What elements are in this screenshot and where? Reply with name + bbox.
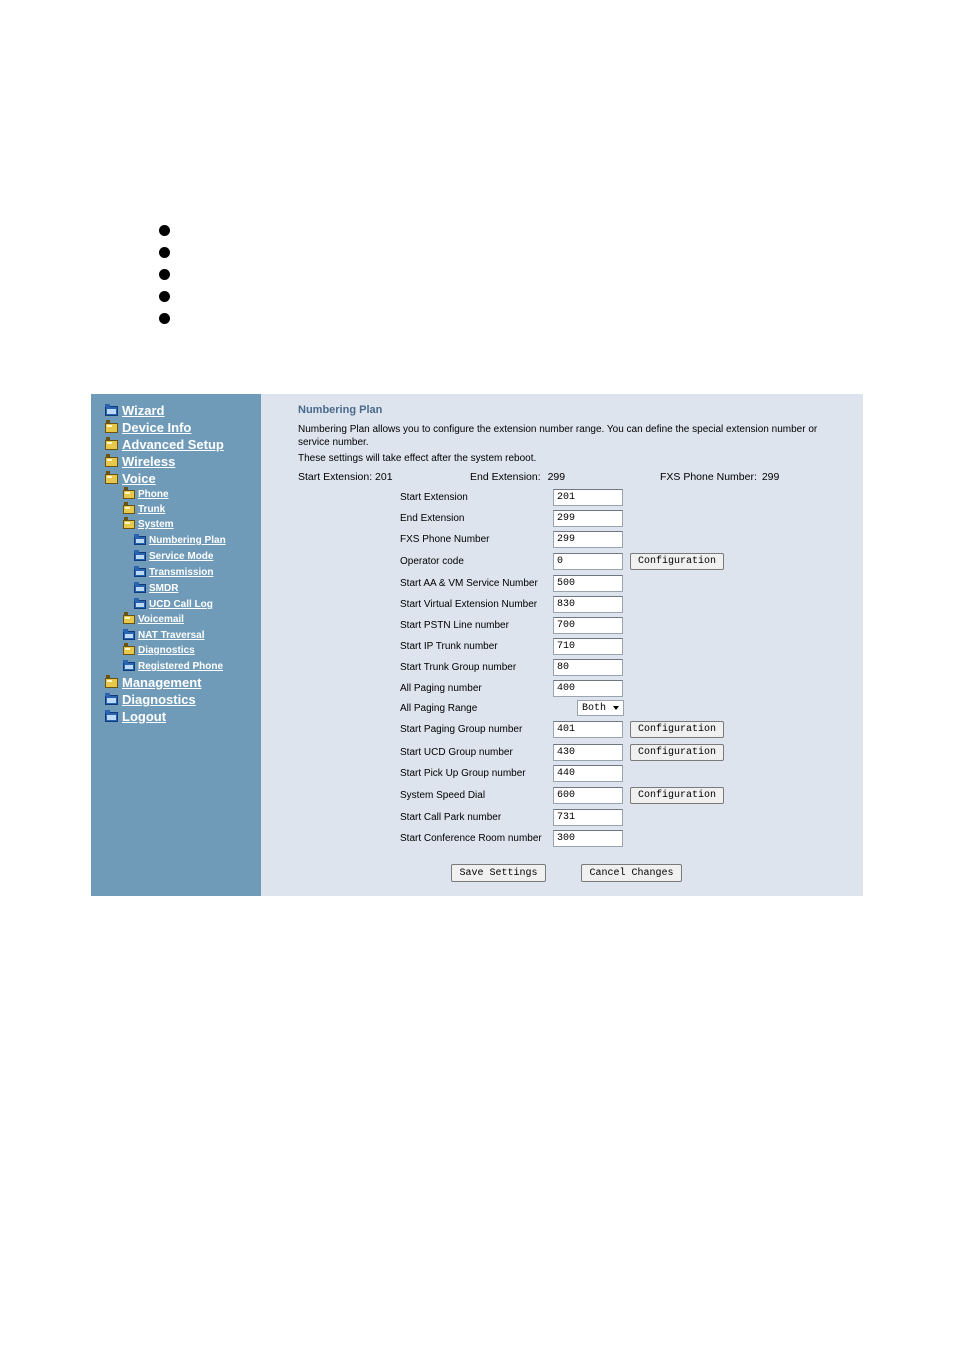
- nav-item-system[interactable]: [123, 519, 174, 530]
- bullet-item: [158, 268, 170, 290]
- nav-item-phone[interactable]: [123, 489, 169, 500]
- sidebar: [91, 394, 261, 896]
- folder-open-icon: [123, 490, 135, 499]
- nav-link[interactable]: Wizard: [122, 403, 165, 418]
- end-extension-label: End Extension: [400, 513, 465, 524]
- nav-item-voice-diagnostics[interactable]: [123, 645, 195, 656]
- folder-open-icon: [123, 520, 135, 529]
- speed-dial-configuration-button[interactable]: Configuration: [630, 787, 724, 804]
- paging-group-configuration-button[interactable]: Configuration: [630, 721, 724, 738]
- folder-icon: [134, 584, 146, 593]
- start-trunk-group-input[interactable]: [553, 659, 623, 676]
- all-paging-number-label: All Paging number: [400, 683, 482, 694]
- start-virtual-extension-label: Start Virtual Extension Number: [400, 599, 538, 610]
- folder-icon: [123, 631, 135, 640]
- nav-item-ucd-call-log[interactable]: [134, 599, 213, 610]
- start-aa-vm-label: Start AA & VM Service Number: [400, 578, 538, 589]
- nav-item-registered-phone[interactable]: [123, 661, 223, 672]
- save-settings-button[interactable]: Save Settings: [451, 864, 546, 882]
- folder-icon: [105, 695, 118, 705]
- summary-start-extension: [298, 471, 393, 483]
- start-conference-room-label: Start Conference Room number: [400, 833, 542, 844]
- start-ucd-group-label: Start UCD Group number: [400, 747, 513, 758]
- nav-item-device-info[interactable]: [105, 420, 191, 435]
- nav-item-advanced-setup[interactable]: [105, 437, 224, 452]
- start-pickup-group-input[interactable]: [553, 765, 623, 782]
- folder-icon: [105, 406, 118, 416]
- folder-icon: [134, 536, 146, 545]
- nav-item-voice[interactable]: [105, 471, 156, 486]
- nav-item-trunk[interactable]: [123, 504, 165, 515]
- folder-open-icon: [105, 457, 118, 467]
- nav-link[interactable]: Logout: [122, 709, 167, 724]
- summary-value: 299: [761, 471, 780, 483]
- start-aa-vm-input[interactable]: [553, 575, 623, 592]
- nav-item-numbering-plan[interactable]: [134, 535, 226, 546]
- ucd-group-configuration-button[interactable]: Configuration: [630, 744, 724, 761]
- nav-link[interactable]: Registered Phone: [138, 661, 224, 672]
- nav-link[interactable]: Service Mode: [149, 551, 214, 562]
- folder-icon: [123, 662, 135, 671]
- bullet-list: [158, 224, 170, 334]
- select-value: Both: [582, 702, 607, 714]
- bullet-item: [158, 290, 170, 312]
- start-ip-trunk-label: Start IP Trunk number: [400, 641, 498, 652]
- nav-link[interactable]: UCD Call Log: [149, 599, 213, 610]
- nav-item-management[interactable]: [105, 675, 201, 690]
- nav-link[interactable]: Management: [122, 675, 202, 690]
- summary-fxs-phone-number: [660, 471, 779, 483]
- nav-item-nat-traversal[interactable]: [123, 630, 205, 641]
- nav-item-diagnostics[interactable]: [105, 692, 196, 707]
- page-description: Numbering Plan allows you to configure the extension number range. You can define the special extension number or service number.: [298, 424, 818, 448]
- system-speed-dial-label: System Speed Dial: [400, 790, 486, 801]
- end-extension-input[interactable]: [553, 510, 623, 527]
- nav-link[interactable]: Numbering Plan: [149, 535, 226, 546]
- start-paging-group-input[interactable]: [553, 721, 623, 738]
- nav-link[interactable]: Wireless: [122, 454, 176, 469]
- all-paging-range-label: All Paging Range: [400, 703, 478, 714]
- nav-link[interactable]: Voicemail: [138, 614, 184, 625]
- summary-label: End Extension:: [470, 471, 541, 483]
- nav-link[interactable]: Advanced Setup: [122, 437, 224, 452]
- folder-icon: [105, 712, 118, 722]
- start-paging-group-label: Start Paging Group number: [400, 724, 523, 735]
- folder-open-icon: [123, 505, 135, 514]
- all-paging-number-input[interactable]: [553, 680, 623, 697]
- cancel-changes-button[interactable]: Cancel Changes: [581, 864, 682, 882]
- fxs-phone-number-label: FXS Phone Number: [400, 534, 490, 545]
- nav-link[interactable]: System: [138, 519, 174, 530]
- nav-link[interactable]: NAT Traversal: [138, 630, 205, 641]
- start-pickup-group-label: Start Pick Up Group number: [400, 768, 526, 779]
- summary-value: 299: [547, 471, 566, 483]
- nav-item-logout[interactable]: [105, 709, 166, 724]
- nav-item-wizard[interactable]: [105, 403, 165, 418]
- bullet-item: [158, 312, 170, 334]
- start-call-park-input[interactable]: [553, 809, 623, 826]
- operator-code-label: Operator code: [400, 556, 464, 567]
- nav-item-voicemail[interactable]: [123, 614, 184, 625]
- folder-open-icon: [123, 615, 135, 624]
- summary-label: FXS Phone Number:: [660, 471, 757, 483]
- summary-end-extension: [470, 471, 565, 483]
- nav-link[interactable]: Voice: [122, 471, 156, 486]
- start-pstn-line-label: Start PSTN Line number: [400, 620, 509, 631]
- system-speed-dial-input[interactable]: [553, 787, 623, 804]
- folder-open-icon: [105, 678, 118, 688]
- start-extension-label: Start Extension: [400, 492, 468, 503]
- nav-link[interactable]: Diagnostics: [138, 645, 195, 656]
- nav-link[interactable]: SMDR: [149, 583, 179, 594]
- nav-item-transmission[interactable]: [134, 567, 213, 578]
- reboot-note: These settings will take effect after the system reboot.: [298, 453, 537, 464]
- folder-icon: [134, 600, 146, 609]
- start-ucd-group-input[interactable]: [553, 744, 623, 761]
- operator-code-input[interactable]: [553, 553, 623, 570]
- bullet-item: [158, 224, 170, 246]
- folder-icon: [134, 568, 146, 577]
- nav-link[interactable]: Trunk: [138, 504, 166, 515]
- operator-code-configuration-button[interactable]: Configuration: [630, 553, 724, 570]
- main-content: [261, 394, 863, 896]
- nav-item-service-mode[interactable]: [134, 551, 213, 562]
- nav-link[interactable]: Device Info: [122, 420, 192, 435]
- folder-open-icon: [123, 646, 135, 655]
- start-call-park-label: Start Call Park number: [400, 812, 502, 823]
- nav-item-wireless[interactable]: [105, 454, 175, 469]
- folder-open-icon: [105, 474, 118, 484]
- summary-label: Start Extension:: [298, 471, 373, 483]
- nav-link[interactable]: Transmission: [149, 567, 214, 578]
- fxs-phone-number-input[interactable]: [553, 531, 623, 548]
- start-extension-input[interactable]: [553, 489, 623, 506]
- folder-open-icon: [105, 423, 118, 433]
- nav-link[interactable]: Phone: [138, 489, 169, 500]
- router-web-ui: [91, 394, 863, 896]
- folder-icon: [134, 552, 146, 561]
- folder-open-icon: [105, 440, 118, 450]
- all-paging-range-select[interactable]: [577, 700, 624, 716]
- nav-item-smdr[interactable]: [134, 583, 178, 594]
- chevron-down-icon: [613, 706, 619, 710]
- page-title: Numbering Plan: [298, 404, 383, 416]
- start-trunk-group-label: Start Trunk Group number: [400, 662, 517, 673]
- start-ip-trunk-input[interactable]: [553, 638, 623, 655]
- summary-value: 201: [375, 471, 393, 483]
- bullet-item: [158, 246, 170, 268]
- start-conference-room-input[interactable]: [553, 830, 623, 847]
- start-virtual-extension-input[interactable]: [553, 596, 623, 613]
- start-pstn-line-input[interactable]: [553, 617, 623, 634]
- nav-link[interactable]: Diagnostics: [122, 692, 196, 707]
